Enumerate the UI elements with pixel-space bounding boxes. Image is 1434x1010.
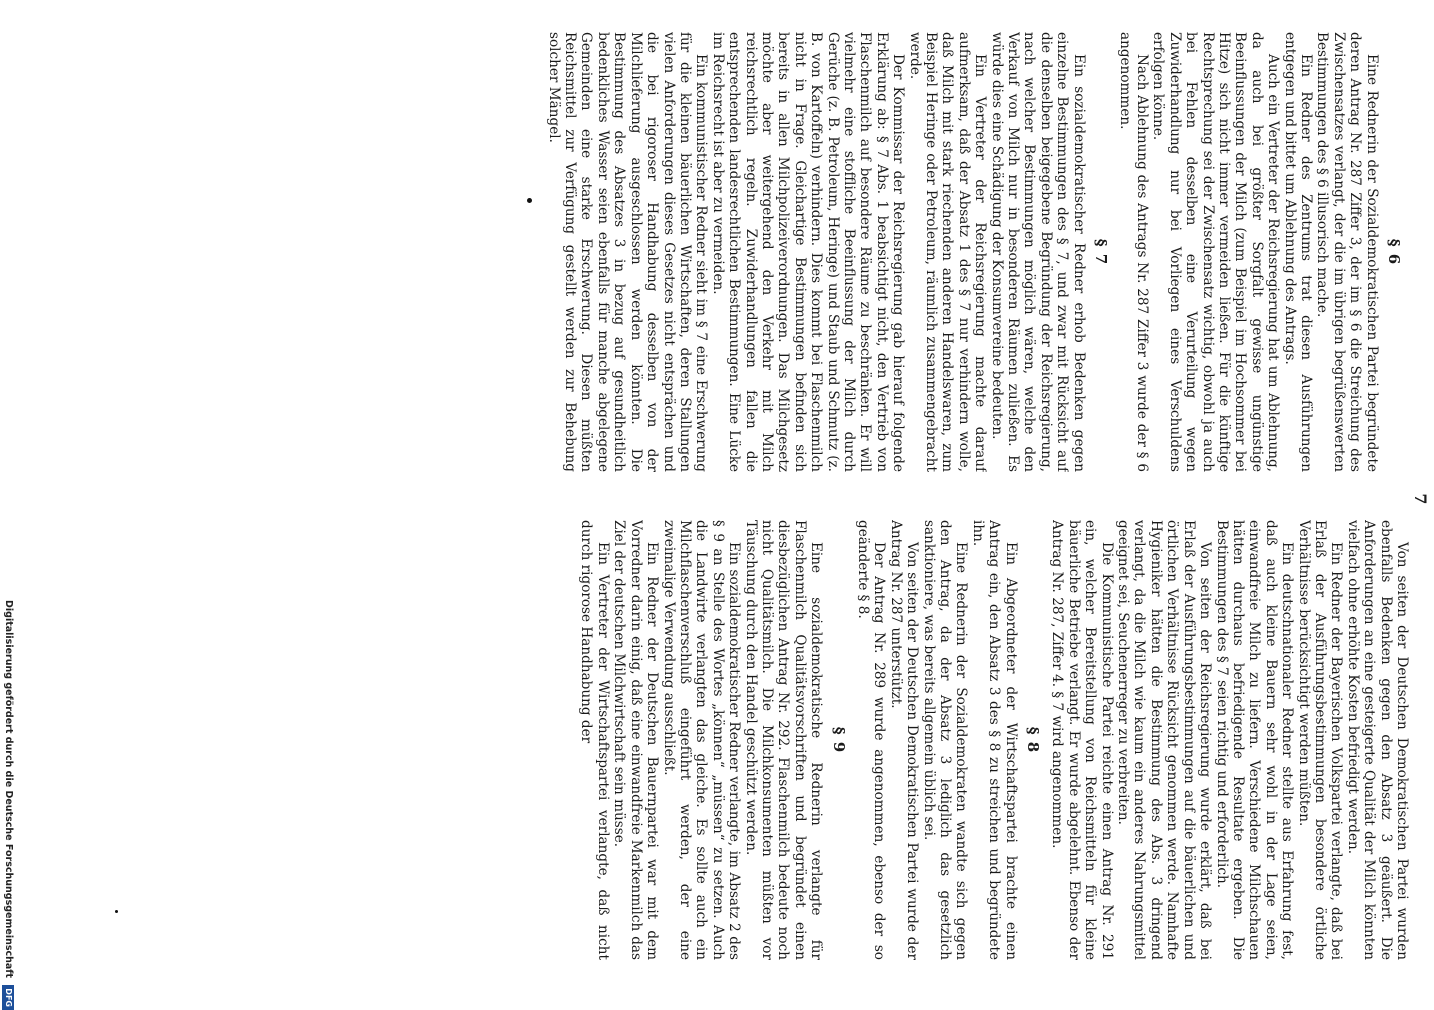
paragraph: Eine sozialdemokratische Rednerin verlangte für Flaschenmilch Qualitätsvorschriften und begründet einen diesbezüglichen Antrag Nr. 292. Flaschenmilch bedeute noch nicht Qualitätsmilch. Die Milchkonsumenten müßten vor Täuschung durch den Handel geschützt werden. xyxy=(742,520,825,960)
paragraph: Ein Vertreter der Wirtschaftspartei verlangte, daß nicht durch rigorose Handhabung der xyxy=(578,520,611,960)
dfg-logo-icon: DFG xyxy=(2,985,14,1010)
paragraph: Die Kommunistische Partei reichte einen Antrag Nr. 291 ein, welcher Bereitstellung von Reichsmitteln für kleine bäuerliche Betriebe verlangt. Er wurde abgelehnt. Ebenso der Antrag Nr. 287, Ziffer 4. § 7 wird angenommen. xyxy=(1049,520,1115,960)
paragraph: Ein sozialdemokratischer Redner erhob Bedenken gegen einzelne Bestimmungen des § 7, und zwar mit Rücksicht auf die denselben beigegebene Begründung der Reichsregierung, nach welcher Bestimmungen möglich wären, welche den Verkauf von Milch nur in besonderen Räumen zuließen. Es würde dies eine Schädigung der Konsumvereine bedeuten. xyxy=(988,32,1087,472)
paragraph: Eine Rednerin der Sozialdemokratischen Partei begründete deren Antrag Nr. 287 Ziffer 3, der im § 6 die Streichung des Zwischensatzes verlangt, der die im übrigen begrüßenswerten Bestimmungen des § 6 illusorisch mache. xyxy=(1314,32,1380,472)
paragraph: Von seiten der Deutschen Demokratischen Partei wurden ebenfalls Bedenken gegen den Absatz 3 geäußert. Die Anforderungen an eine gesteigerte Qualität der Milch könnten vielfach ohne erhöhte Kosten befriedigt werden. xyxy=(1344,520,1410,960)
section-heading: § 6 xyxy=(1385,238,1403,266)
credit-text: Digitalisierung gefördert durch die Deutsche Forschungsgemeinschaft xyxy=(3,600,14,978)
right-column xyxy=(150,520,1410,960)
paragraph: Ein sozialdemokratischer Redner verlangte, im Absatz 2 des § 9 an Stelle des Wortes „können“ „müssen“ zu setzen. Auch die Landwirte verlangten das gleiche. Es sollte auch ein Milchflaschenverschluß eingeführt werden, der eine zweimalige Verwendung ausschließt. xyxy=(660,520,743,960)
paragraph: Der Antrag Nr. 289 wurde angenommen, ebenso der so geänderte § 8. xyxy=(855,520,888,960)
paragraph: Ein kommunistischer Redner sieht im § 7 eine Erschwerung für die kleinen bäuerlichen Wirtschaften, deren Stallungen vielen Anforderungen dieses Gesetzes nicht entsprächen und die bei rigoroser Handhabung desselben von der Milchlieferung ausgeschlossen werden könnten. Die Bestimmung des Absatzes 3 in bezug auf gesundheitlich bedenkliches Wasser seien ebenfalls für manche abgelegene Gemeinden eine starke Erschwerung. Diesen müßten Reichsmittel zur Verfügung gestellt werden zur Behebung solcher Mängel. xyxy=(545,32,710,472)
paragraph: Ein Redner der Bayerischen Volkspartei verlangte, daß bei Erlaß der Ausführungsbestimmungen besondere örtliche Verhältnisse berücksichtigt werden müßten. xyxy=(1295,520,1345,960)
paragraph: Nach Ablehnung des Antrags Nr. 287 Ziffer 3 wurde der § 6 angenommen. xyxy=(1117,32,1150,472)
paragraph: Der Kommissar der Reichsregierung gab hierauf folgende Erklärung ab: § 7 Abs. 1 beabsichtigt nicht, den Vertrieb von Flaschenmilch auf besondere Räume zu beschränken. Er will vielmehr eine stoffliche Beeinflussung der Milch durch Gerüche (z. B. Petroleum, Heringe) und Staub und Schmutz (z. B. von Kartoffeln) verhindern. Dies kommt bei Flaschenmilch nicht in Frage. Gleichartige Bestimmungen befinden sich bereits in allen Milchpolizeiverordnungen. Das Milchgesetz möchte aber weitergehend den Verkehr mit Milch reichsrechtlich regeln. Zuwiderhandlungen fallen die entsprechenden landesrechtlichen Bestimmungen. Eine Lücke im Reichsrecht ist aber zu vermeiden. xyxy=(709,32,907,472)
section-heading: § 7 xyxy=(1092,238,1111,266)
paragraph: Ein Redner der Deutschen Bauernpartei war mit dem Vorredner darin einig, daß eine einwandfreie Markenmilch das Ziel der deutschen Milchwirtschaft sein müsse. xyxy=(611,520,661,960)
digitization-credit xyxy=(0,600,14,1007)
paragraph: Von seiten der Deutschen Demokratischen Partei wurde der Antrag Nr. 287 unterstützt. xyxy=(887,520,921,960)
paragraph: Von seiten der Reichsregierung wurde erklärt, daß bei Erlaß der Ausführungsbestimmungen auf die bäuerlichen und örtlichen Verhältnisse Rücksicht genommen werde. Namhafte Hygieniker hätten die Bestimmung des Abs. 3 dringend verlangt, da die Milch wie kaum ein anderes Nahrungsmittel geeignet sei, Seuchenerreger zu verbreiten. xyxy=(1115,520,1214,960)
paragraph: Auch ein Vertreter der Reichsregierung hat um Ablehnung, da auch bei größter Sorgfalt gewisse ungünstige Beeinflussungen der Milch (zum Beispiel im Hochsommer bei Hitze) sich nicht immer vermeiden ließen. Für die künftige Rechtsprechung sei der Zwischensatz wichtig, obwohl ja auch bei Fehlen desselben eine Verurteilung wegen Zuwiderhandlung nur bei Vorliegen eines Verschuldens erfolgen könne. xyxy=(1150,32,1282,472)
paragraph: Ein Abgeordneter der Wirtschaftspartei brachte einen Antrag ein, den Absatz 3 des § 8 zu streichen und begründete ihn. xyxy=(969,520,1019,960)
page-number: 7 xyxy=(1411,493,1430,507)
scan-speck xyxy=(527,198,532,203)
left-column xyxy=(150,32,1410,472)
paragraph: Ein Vertreter der Reichsregierung machte darauf aufmerksam, daß der Absatz 1 des § 7 nur verhindern wolle, daß Milch mit stark riechenden anderen Handelswaren, zum Beispiel Heringe oder Petroleum, räumlich zusammengebracht werde. xyxy=(906,32,989,472)
paragraph: Ein Redner des Zentrums trat diesen Ausführungen entgegen und bittet um Ablehnung des Antrags. xyxy=(1281,32,1314,472)
scan-speck xyxy=(115,910,118,913)
paragraph: Eine Rednerin der Sozialdemokraten wandte sich gegen den Antrag, da der Absatz 3 lediglich das gesetzlich sanktioniere, was bereits allgemein üblich sei. xyxy=(920,520,970,960)
section-heading: § 9 xyxy=(829,726,848,754)
document-page xyxy=(150,20,1430,980)
paragraph: Ein deutschnationaler Redner stellte aus Erfahrung fest, daß auch kleine Bauern sehr wohl in der Lage seien, einwandfreie Milch zu liefern. Verschiedene Milchschauen hätten durchaus befriedigende Resultate ergeben. Die Bestimmungen des § 7 seien richtig und erforderlich. xyxy=(1213,520,1296,960)
section-heading: § 8 xyxy=(1024,726,1043,754)
